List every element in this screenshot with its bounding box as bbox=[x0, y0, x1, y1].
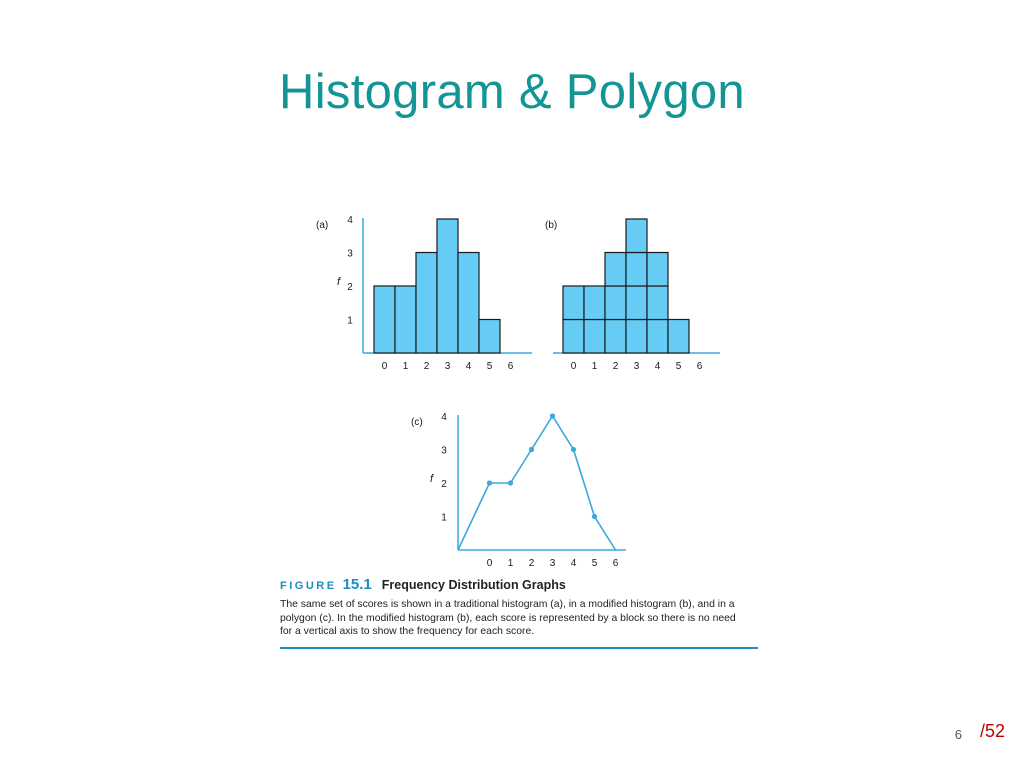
panel-c-xtick-label: 5 bbox=[591, 558, 598, 569]
figure-caption-heading bbox=[280, 576, 760, 593]
panel-a-bar bbox=[374, 286, 395, 353]
panel-b-label: (b) bbox=[545, 220, 558, 231]
panel-a-ytick-label: 1 bbox=[347, 315, 353, 327]
panel-c-xtick-label: 3 bbox=[549, 558, 556, 569]
panel-b-block bbox=[605, 253, 626, 287]
panel-a-bar bbox=[416, 253, 437, 354]
page-total: /52 bbox=[979, 721, 1005, 741]
panel-b-block bbox=[584, 320, 605, 354]
panel-b-block bbox=[626, 253, 647, 287]
panel-c-data-point bbox=[487, 480, 492, 485]
panel-a-xtick-label: 3 bbox=[444, 361, 451, 372]
panel-b-block bbox=[563, 320, 584, 354]
panel-a-bar bbox=[458, 253, 479, 354]
panel-c-ytick-label: 4 bbox=[441, 412, 447, 423]
panel-b-block bbox=[605, 320, 626, 354]
panel-c-xtick-label: 0 bbox=[486, 558, 493, 569]
panel-a-label: (a) bbox=[316, 220, 329, 231]
panel-b-xtick-label: 2 bbox=[612, 361, 619, 372]
panel-b-block bbox=[605, 286, 626, 320]
panel-b-xtick-label: 0 bbox=[570, 361, 577, 372]
panel-a-y-axis-label: f bbox=[337, 276, 341, 288]
panel-b-xtick-label: 6 bbox=[696, 361, 703, 372]
panel-b-xtick-label: 5 bbox=[675, 361, 682, 372]
figure-caption bbox=[280, 576, 760, 649]
figure-number: 15.1 bbox=[342, 576, 372, 593]
panel-b-block bbox=[647, 320, 668, 354]
panel-b-block bbox=[626, 320, 647, 354]
panel-a-xtick-label: 1 bbox=[402, 361, 409, 372]
panel-a-ytick-label: 2 bbox=[347, 282, 353, 293]
panel-a-bar bbox=[395, 286, 416, 353]
panel-c-xtick-label: 1 bbox=[507, 558, 514, 569]
caption-rule bbox=[280, 647, 758, 649]
panel-b-xtick-label: 1 bbox=[591, 361, 598, 372]
panel-c-ytick-label: 2 bbox=[441, 479, 447, 490]
panel-b-xtick-label: 4 bbox=[654, 361, 661, 372]
panel-b-block bbox=[626, 286, 647, 320]
page-number: 6 bbox=[954, 727, 962, 742]
panel-a-xtick-label: 4 bbox=[465, 361, 472, 372]
panel-c-data-point bbox=[571, 447, 576, 452]
panel-b-block bbox=[647, 253, 668, 287]
panel-b-block bbox=[647, 286, 668, 320]
panel-b-block bbox=[626, 219, 647, 253]
panel-b-xtick-label: 3 bbox=[633, 361, 640, 372]
panel-c-data-point bbox=[592, 514, 597, 519]
panel-c-data-point bbox=[550, 413, 555, 418]
panel-c-ytick-label: 3 bbox=[441, 445, 447, 457]
panel-a-ytick-label: 4 bbox=[347, 215, 353, 226]
panel-a-ytick-label: 3 bbox=[347, 248, 353, 260]
slide-title: Histogram & Polygon bbox=[279, 65, 745, 119]
panel-c-xtick-label: 6 bbox=[612, 558, 619, 569]
panel-a-xtick-label: 2 bbox=[423, 361, 430, 372]
panel-a-bar bbox=[479, 320, 500, 354]
panel-a-xtick-label: 5 bbox=[486, 361, 493, 372]
panel-c-ytick-label: 1 bbox=[441, 512, 447, 524]
panel-c-data-point bbox=[508, 480, 513, 485]
panel-c-xtick-label: 4 bbox=[570, 558, 577, 569]
figure-word: FIGURE bbox=[280, 580, 337, 592]
panel-c-series-line bbox=[458, 416, 616, 550]
panel-a-bar bbox=[437, 219, 458, 353]
panel-b-block bbox=[668, 320, 689, 354]
panel-c-label: (c) bbox=[411, 417, 423, 428]
panel-c-data-point bbox=[529, 447, 534, 452]
panel-b-block bbox=[563, 286, 584, 320]
panel-b-block bbox=[584, 286, 605, 320]
panel-a-xtick-label: 6 bbox=[507, 361, 514, 372]
panel-c-xtick-label: 2 bbox=[528, 558, 535, 569]
figure-title: Frequency Distribution Graphs bbox=[381, 578, 566, 592]
panel-a-xtick-label: 0 bbox=[381, 361, 388, 372]
panel-c-y-axis-label: f bbox=[430, 473, 434, 485]
figure-caption-text: The same set of scores is shown in a traditional histogram (a), in a modified histogram (b), and in a polygon (c). In the modified histogram (b), each score is represented by a block so there is no need for a vertical axis to show the frequency for each score. bbox=[280, 599, 736, 637]
